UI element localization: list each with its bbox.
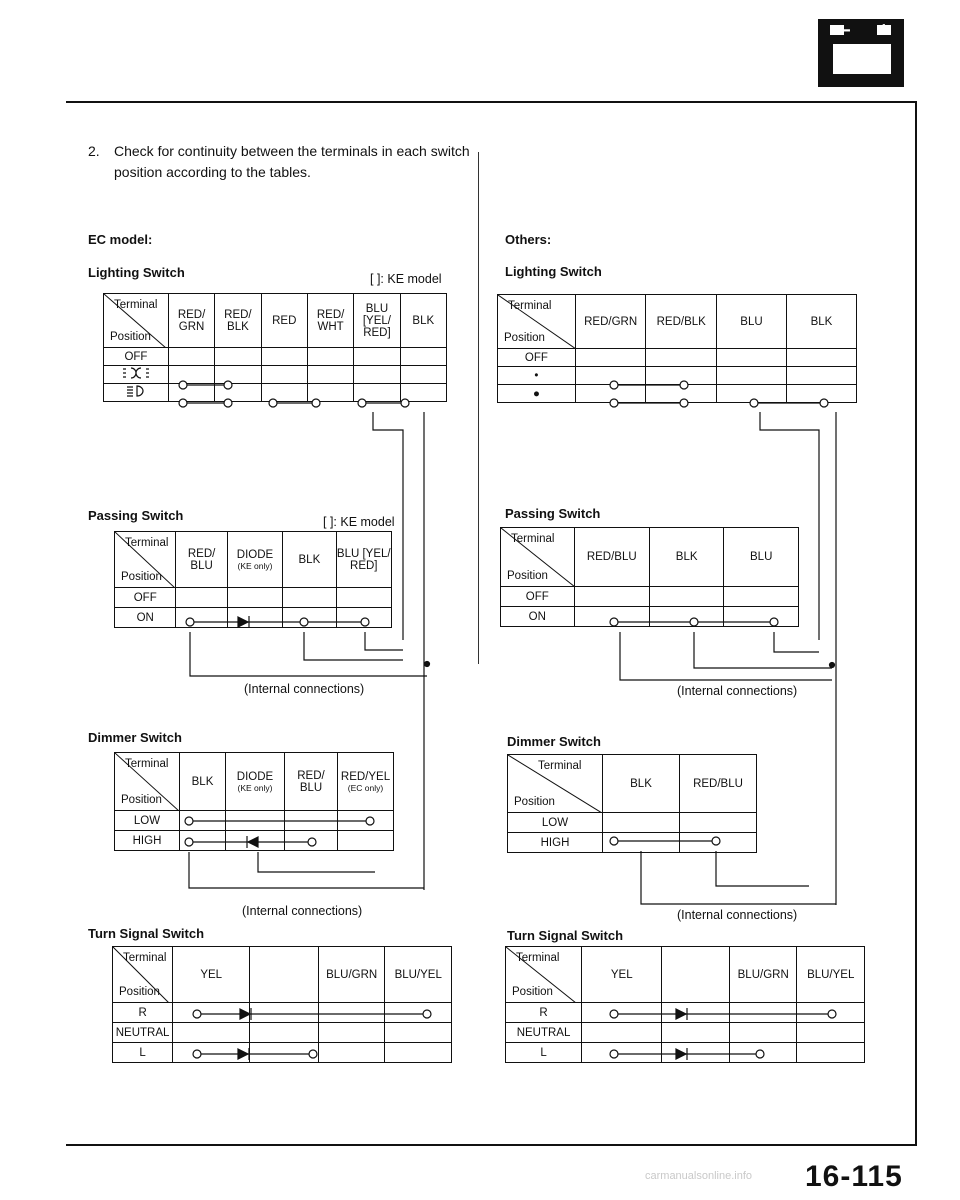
row-position-on: ON [115, 608, 176, 628]
column-header: BLU/YEL [797, 947, 865, 1003]
header-rule [66, 101, 916, 103]
column-header: RED/ BLU [285, 753, 338, 811]
column-header: BLK [400, 294, 446, 348]
diode-sublabel: (KE only) [237, 782, 273, 793]
terminal-label: Terminal [125, 758, 169, 770]
ec-passing-title: Passing Switch [88, 508, 184, 523]
row-position-off: OFF [115, 588, 176, 608]
table-corner-header [115, 532, 176, 588]
frame-right-rule [915, 101, 917, 1146]
column-header [662, 947, 730, 1003]
row-position-r: R [113, 1003, 173, 1023]
frame-bottom-rule [66, 1144, 917, 1146]
position-label: Position [507, 570, 548, 582]
column-header [227, 532, 282, 588]
column-header: BLU/GRN [729, 947, 797, 1003]
internal-connections-label: (Internal connections) [677, 684, 798, 698]
row-position-off: OFF [104, 348, 169, 366]
column-header: RED/BLU [680, 755, 757, 813]
parking-lights-icon [104, 366, 169, 384]
page-number: 16-115 [805, 1160, 903, 1193]
column-header: RED/BLK [646, 295, 717, 349]
others-passing-title: Passing Switch [505, 506, 601, 521]
others-turn-table [505, 946, 865, 1063]
table-corner-header [113, 947, 173, 1003]
others-lighting-title: Lighting Switch [505, 264, 602, 279]
column-header: BLK [283, 532, 336, 588]
headlight-icon [104, 384, 169, 402]
column-header: BLU [717, 295, 787, 349]
column-header: BLU/YEL [385, 947, 452, 1003]
row-position-off: OFF [501, 587, 575, 607]
battery-plus-symbol: + [878, 19, 890, 41]
row-position-high: HIGH [508, 833, 603, 853]
row-position-l: L [113, 1043, 173, 1063]
others-dimmer-title: Dimmer Switch [507, 734, 601, 749]
watermark: carmanualsonline.info [645, 1170, 753, 1182]
terminal-label: Terminal [516, 952, 560, 964]
position-label: Position [119, 986, 160, 998]
table-corner-header [104, 294, 169, 348]
ec-only-sublabel: (EC only) [347, 782, 384, 793]
row-position-l: L [506, 1043, 582, 1063]
diode-sublabel: (KE only) [237, 560, 273, 571]
column-header: BLU [YEL/ RED] [336, 532, 391, 588]
column-header: RED/ WHT [307, 294, 353, 348]
ec-turn-table [112, 946, 452, 1063]
position-label: Position [512, 986, 553, 998]
row-position-headlight: ● [498, 385, 576, 403]
column-header: BLK [786, 295, 856, 349]
row-position-neutral: NEUTRAL [113, 1023, 173, 1043]
ec-turn-title: Turn Signal Switch [88, 926, 205, 941]
column-header: BLU [724, 528, 799, 587]
column-header: BLK [603, 755, 680, 813]
column-header [338, 753, 394, 811]
ec-lighting-title: Lighting Switch [88, 265, 185, 280]
terminal-label: Terminal [511, 533, 555, 545]
column-header: RED/ BLU [176, 532, 227, 588]
position-label: Position [110, 331, 151, 343]
column-header [226, 753, 285, 811]
others-model-title: Others: [505, 232, 552, 247]
column-header: BLU [YEL/ RED] [354, 294, 400, 348]
others-passing-table [500, 527, 799, 627]
diode-label: DIODE [236, 770, 274, 783]
column-header [250, 947, 319, 1003]
row-position-high: HIGH [115, 831, 180, 851]
battery-minus-symbol: − [839, 20, 851, 42]
row-position-off: OFF [498, 349, 576, 367]
instruction-text: Check for continuity between the terminals in each switch position according to the tables. [114, 143, 470, 180]
terminal-label: Terminal [114, 299, 158, 311]
red-yel-label: RED/YEL [340, 770, 391, 783]
column-header: RED [261, 294, 307, 348]
column-header: YEL [582, 947, 662, 1003]
column-header: BLK [649, 528, 724, 587]
battery-body-icon [833, 44, 891, 74]
row-position-parking: • [498, 367, 576, 385]
ec-model-title: EC model: [88, 232, 153, 247]
column-header: RED/ BLK [215, 294, 261, 348]
terminal-label: Terminal [123, 952, 167, 964]
ec-passing-ke-note: [ ]: KE model [323, 515, 395, 529]
instruction-number: 2. [88, 143, 100, 159]
ec-dimmer-title: Dimmer Switch [88, 730, 182, 745]
table-corner-header [498, 295, 576, 349]
column-header: RED/BLU [574, 528, 649, 587]
terminal-label: Terminal [508, 300, 552, 312]
table-corner-header [501, 528, 575, 587]
position-label: Position [121, 571, 162, 583]
internal-connections-label: (Internal connections) [677, 908, 798, 922]
column-header: RED/ GRN [168, 294, 214, 348]
internal-connections-label: (Internal connections) [242, 904, 363, 918]
table-corner-header [115, 753, 180, 811]
ec-lighting-table [103, 293, 447, 402]
others-turn-title: Turn Signal Switch [507, 928, 624, 943]
position-label: Position [504, 332, 545, 344]
column-header: YEL [173, 947, 250, 1003]
row-position-r: R [506, 1003, 582, 1023]
ec-dimmer-table [114, 752, 394, 851]
column-divider [478, 152, 479, 664]
column-header: BLU/GRN [318, 947, 385, 1003]
table-corner-header [508, 755, 603, 813]
internal-connections-label: (Internal connections) [244, 682, 365, 696]
others-dimmer-table [507, 754, 757, 853]
column-header: BLK [180, 753, 226, 811]
row-position-low: LOW [508, 813, 603, 833]
ec-lighting-ke-note: [ ]: KE model [370, 272, 442, 286]
diode-label: DIODE [236, 548, 274, 561]
row-position-neutral: NEUTRAL [506, 1023, 582, 1043]
others-lighting-table [497, 294, 857, 403]
column-header: RED/GRN [575, 295, 646, 349]
row-position-low: LOW [115, 811, 180, 831]
terminal-label: Terminal [538, 760, 582, 772]
position-label: Position [514, 796, 555, 808]
ec-passing-table [114, 531, 392, 628]
terminal-label: Terminal [125, 537, 169, 549]
table-corner-header [506, 947, 582, 1003]
position-label: Position [121, 794, 162, 806]
row-position-on: ON [501, 607, 575, 627]
